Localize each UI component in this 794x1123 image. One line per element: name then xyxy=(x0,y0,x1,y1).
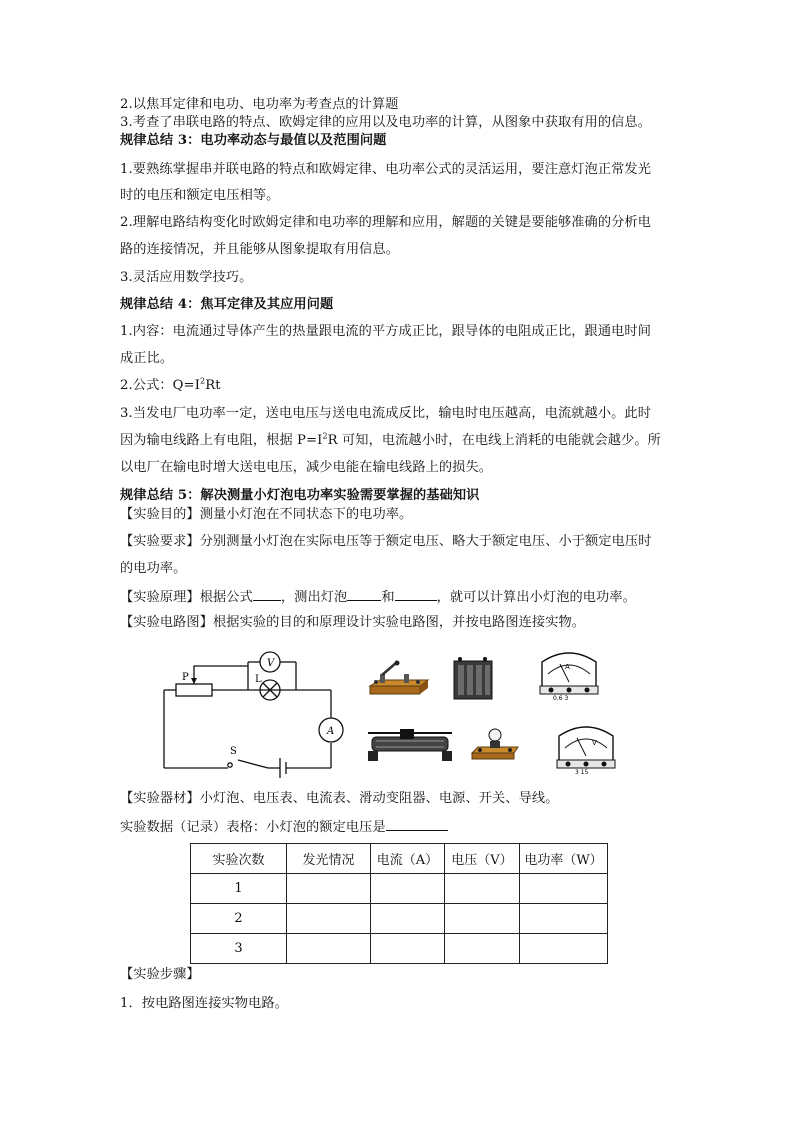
table-cell: 3 xyxy=(191,934,287,964)
table-cell xyxy=(520,874,608,904)
text-line: 【实验要求】分别测量小灯泡在实际电压等于额定电压、略大于额定电压、小于额定电压时 xyxy=(120,534,652,549)
table-header: 实验次数 xyxy=(191,844,287,874)
table-header: 电功率（W） xyxy=(520,844,608,874)
table-cell xyxy=(287,874,371,904)
text-line: 【实验步骤】 xyxy=(120,967,200,982)
text-line: 因为输电线路上有电阻，根据 $P=I^2R$ 可知，电流越小时，在电线上消耗的电能就会越少。所 xyxy=(120,431,661,448)
table-cell: 2 xyxy=(191,904,287,934)
table-header: 电流（A） xyxy=(371,844,445,874)
table-header: 电压（V） xyxy=(445,844,520,874)
text-line: 3.当发电厂电功率一定，送电电压与送电电流成反比，输电时电压越高，电流就越小。此时 xyxy=(120,406,651,421)
table-cell xyxy=(371,874,445,904)
table-cell xyxy=(371,934,445,964)
section-heading: 规律总结 4：焦耳定律及其应用问题 xyxy=(120,297,334,312)
text-line: 3.灵活应用数学技巧。 xyxy=(120,270,253,285)
text-line: 以电厂在输电时增大送电电压，减少电能在输电线路上的损失。 xyxy=(120,460,493,475)
text-line: 时的电压和额定电压相等。 xyxy=(120,188,280,203)
section-heading: 规律总结 3：电功率动态与最值以及范围问题 xyxy=(120,133,387,148)
ammeter-image xyxy=(538,648,600,700)
text-line: 路的连接情况，并且能够从图象提取有用信息。 xyxy=(120,242,400,257)
blank-quantity-1 xyxy=(347,588,381,601)
label-v: V xyxy=(267,658,275,669)
text-line: 【实验器材】小灯泡、电压表、电流表、滑动变阻器、电源、开关、导线。 xyxy=(120,791,559,806)
text-line: 【实验目的】测量小灯泡在不同状态下的电功率。 xyxy=(120,507,413,522)
table-row xyxy=(191,904,608,934)
text-line: 【实验电路图】根据实验的目的和原理设计实验电路图，并按电路图连接实物。 xyxy=(120,615,586,630)
table-header-row xyxy=(191,844,608,874)
table-row xyxy=(191,934,608,964)
table-header: 发光情况 xyxy=(287,844,371,874)
voltmeter-letter: V xyxy=(592,739,597,747)
voltmeter-image xyxy=(555,722,617,774)
ammeter-letter: A xyxy=(565,663,570,671)
section-heading: 规律总结 5：解决测量小灯泡电功率实验需要掌握的基础知识 xyxy=(120,488,480,503)
rheostat-image xyxy=(366,725,454,765)
text-line: 3.考查了串联电路的特点、欧姆定律的应用以及电功率的计算，从图象中获取有用的信息。 xyxy=(120,115,651,130)
voltmeter-scale: 3 15 xyxy=(575,769,589,774)
table-cell xyxy=(520,934,608,964)
text-line: 2.以焦耳定律和电功、电功率为考查点的计算题 xyxy=(120,97,399,112)
label-s: S xyxy=(230,746,237,757)
table-row xyxy=(191,874,608,904)
label-l: L xyxy=(255,674,262,685)
text-line: 1.内容：电流通过导体产生的热量跟电流的平方成正比，跟导体的电阻成正比，跟通电时间 xyxy=(120,324,651,339)
text-line: 的电功率。 xyxy=(120,561,187,576)
data-table xyxy=(190,843,608,964)
text-line: 2.理解电路结构变化时欧姆定律和电功率的理解和应用，解题的关键是要能够准确的分析电 xyxy=(120,215,651,230)
label-a: A xyxy=(327,726,335,737)
formula-line: 2.公式：$Q=I^2Rt$ xyxy=(120,376,221,393)
lamp-holder-image xyxy=(470,725,520,765)
text-line: 实验数据（记录）表格：小灯泡的额定电压是 xyxy=(120,818,448,836)
text-line: 成正比。 xyxy=(120,351,174,366)
ammeter-scale: 0.6 3 xyxy=(553,695,569,700)
battery-box-image xyxy=(452,655,496,701)
text-line: 【实验原理】根据公式 ，测出灯泡 和 ，就可以计算出小灯泡的电功率。 xyxy=(120,590,636,605)
blank-rated-voltage xyxy=(386,818,448,831)
circuit-diagram xyxy=(150,648,350,778)
table-cell xyxy=(445,904,520,934)
label-p: P xyxy=(182,672,189,683)
table-cell xyxy=(520,904,608,934)
table-cell: 1 xyxy=(191,874,287,904)
blank-quantity-2 xyxy=(395,588,437,601)
table-cell xyxy=(287,904,371,934)
knife-switch-image xyxy=(368,660,430,700)
table-cell xyxy=(287,934,371,964)
table-cell xyxy=(445,934,520,964)
text-line: 1.要熟练掌握串并联电路的特点和欧姆定律、电功率公式的灵活运用，要注意灯泡正常发光 xyxy=(120,162,651,177)
blank-formula xyxy=(253,588,281,601)
text-line: 1．按电路图连接实物电路。 xyxy=(120,996,288,1011)
table-cell xyxy=(371,904,445,934)
table-cell xyxy=(445,874,520,904)
